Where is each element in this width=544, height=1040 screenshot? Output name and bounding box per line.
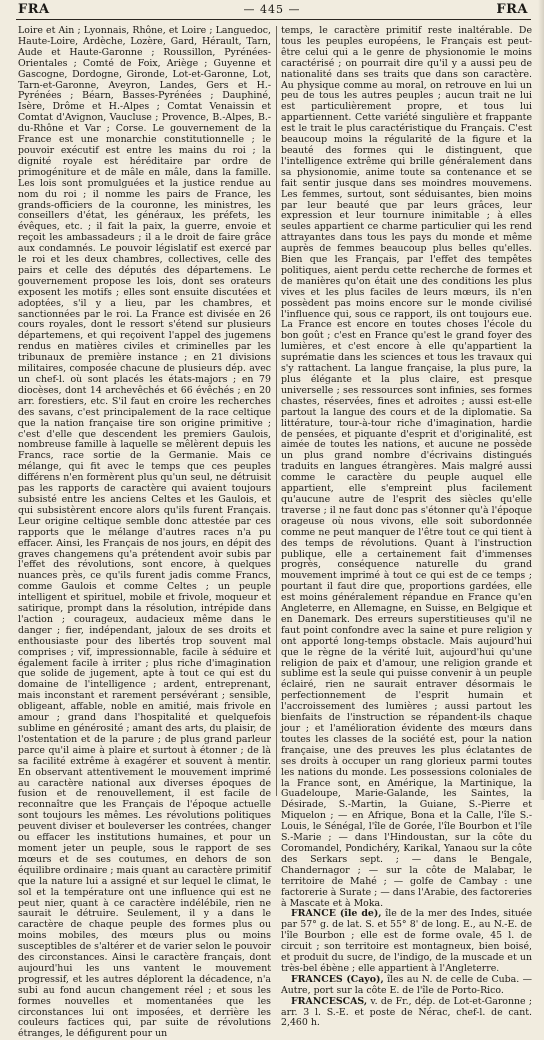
entry-headword: FRANCES (Cayo), bbox=[291, 973, 384, 985]
entry-text: îles au N. de celle de Cuba. — Autre, port sur la côte E. de l'île de Porto-Rico. bbox=[281, 973, 532, 996]
dictionary-entry bbox=[281, 997, 532, 1030]
entry-headword: FRANCESCAS, bbox=[291, 995, 368, 1007]
scan-edge-shadow bbox=[538, 0, 544, 800]
left-column-text: Loire et Ain ; Lyonnais, Rhône, et Loire ; Languedoc, Haute-Loire, Ardèche, Lozère, Gard, Hérault, Tarn, Aude et Haute-Garonne ; Roussillon, Pyrénées-Orientales ; Comté de Foix, Ariège ; Guyenne et Gascogne, Dordogne, Gironde, Lot-et-Garonne, Lot, Tarn-et-Garonne, Aveyron, Landes, Gers et H.-Pyrénées ; Béarn, Basses-Pyrénées ; Dauphiné, Isère, Drôme et H.-Alpes ; Comtat Venaissin et Comtat d'Avignon, Vaucluse ; Provence, B.-Alpes, B.-du-Rhône et Var ; Corse. Le gouvernement de la France est une monarchie constitutionnelle ; le pouvoir exécutif est entre les mains du roi ; la dignité royale est héréditaire par ordre de primogéniture et de mâle en mâle, dans la famille. Les lois sont promulguées et la justice rendue au nom du roi ; il nomme les pairs de France, les grands-officiers de la couronne, les ministres, les conseillers d'état, les généraux, les préfets, les évêques, etc. ; il fait la paix, la guerre, envoie et reçoit les ambassadeurs ; il a le droit de faire grâce aux condamnés. Le pouvoir législatif est exercé par le roi et les deux chambres, collectives, celle des pairs et celle des députés des départemens. Le gouvernement propose les lois, dont ses orateurs exposent les motifs ; elles sont ensuite discutées et adoptées, s'il y a lieu, par les chambres, et sanctionnées par le roi. La France est divisée en 26 cours royales, dont le ressort s'étend sur plusieurs départemens, et qui reçoivent l'appel des jugemens rendus en matières civiles et criminelles par les tribunaux de première instance ; en 21 divisions militaires, composée chacune de plusieurs dép. avec un chef-l. où sont placés les états-majors ; en 79 diocèses, dont 14 archevêchés et 66 évêchés ; en 20 arr. forestiers, etc. S'il faut en croire les recherches des savans, c'est principalement de la race celtique que la nation française tire son origine primitive ; c'est d'elle que descendent les premiers Gaulois, nombreuse famille à laquelle se mêlèrent depuis les Francs, race sortie de la Germanie. Mais ce mélange, qui fit avec le temps que ces peuples différens n'en formèrent plus qu'un seul, ne détruisit pas les rapports de caractère qui avaient toujours subsisté entre les anciens Celtes et les Gaulois, et qui subsistèrent encore alors qu'ils furent Français. Leur origine celtique semble donc attestée par ces rapports que le mélange d'autres races n'a pu effacer. Ainsi, les Français de nos jours, en dépit des graves changemens qu'a prétendent avoir subis par l'effet des révolutions, sont encore, à quelques nuances près, ce qu'ils furent jadis comme Francs, comme Gaulois et comme Celtes ; un peuple intelligent et spirituel, mobile et frivole, moqueur et satirique, prompt dans la résolution, intrépide dans l'action ; courageux, audacieux même dans le danger ; fier, indépendant, jaloux de ses droits et enthousiaste pour des libertés trop souvent mal comprises ; vif, impressionnable, facile à séduire et également facile à irriter ; plus riche d'imagination que solide de jugement, apte à tout ce qui est du domaine de l'intelligence ; ardent, entreprenant, mais inconstant et rarement persévérant ; sensible, obligeant, affable, noble en amitié, mais frivole en amour ; grand dans l'hospitalité et quelquefois sublime en générosité ; amant des arts, du plaisir, de l'ostentation et de la parure ; de plus grand parleur parce qu'il aime à plaire et surtout à étonner ; de là sa facilité extrême à exagérer et souvent à mentir. En observant attentivement le mouvement imprimé au caractère national aux diverses époques de fusion et de renouvellement, il est facile de reconnaître que les Français de l'époque actuelle sont toujours les mêmes. Les révolutions politiques peuvent diviser et bouleverser les contrées, changer ou effacer les institutions humaines, et pour un moment jeter un peuple, sous le rapport de ses mœurs et de ses coutumes, en dehors de son équilibre ordinaire ; mais quant au caractère primitif que la nature lui a assigné et sur lequel le climat, le sol et la température ont une influence qui est ne peut nier, quant à ce caractère indélébile, rien ne saurait le détruire. Seulement, il y a dans le caractère de chaque peuple des formes plus ou moins mobiles, des mœurs plus ou moins susceptibles de s'altérer et de varier selon le pouvoir des circonstances. Ainsi le caractère français, dont aujourd'hui les uns vantent le mouvement progressif, et les autres déplorent la décadence, n'a subi au fond aucun changement réel ; et sous les formes nouvelles et momentanées que les circonstances lui ont imposées, et derrière les couleurs factices qui, par suite de révolutions étranges, le défigurent pour un bbox=[18, 25, 271, 1040]
page-number: — 445 — bbox=[243, 3, 301, 16]
column-divider bbox=[276, 26, 277, 796]
right-column-text: temps, le caractère primitif reste inaltérable. De tous les peuples européens, le Français est peut-être celui qui a le genre de physionomie le moins caractérisé ; on pourrait dire qu'il y a aussi peu de nationalité dans ses traits que dans son caractère. Au physique comme au moral, on retrouve en lui un peu de tous les autres peuples ; aucun trait ne lui est particulièrement propre, et tous lui appartiennent. Cette variété singulière et frappante est le trait le plus caractéristique du Français. C'est beaucoup moins la régularité de la figure et la beauté des formes qui le distinguent, que l'intelligence extrême qui brille généralement dans sa physionomie, anime toute sa contenance et se fait sentir jusque dans ses moindres mouvemens. Les femmes, surtout, sont séduisantes, bien moins par leur beauté que par leurs grâces, leur expression et leur tournure inimitable ; à elles seules appartient ce charme particulier qui les rend attrayantes dans tous les pays du monde et même auprès de femmes beaucoup plus belles qu'elles. Bien que les Français, par l'effet des tempêtes politiques, aient perdu cette recherche de formes et de manières qu'on était une des conditions les plus vives et les plus faciles de leurs mœurs, ils n'en possèdent pas moins encore sur le monde civilisé l'influence qui, sous ce rapport, ils ont toujours eue. La France est encore en toutes choses l'école du bon goût ; c'est en France qu'est le grand foyer des lumières, et c'est encore à elle qu'appartient la suprématie dans les sciences et tous les travaux qui s'y rattachent. La langue française, la plus pure, la plus élégante et la plus claire, est presque universelle ; ses ressources sont infinies, ses formes chastes, réservées, fines et adroites ; aussi est-elle partout la langue des cours et de la diplomatie. Sa littérature, tour-à-tour riche d'imagination, hardie de pensées, et piquante d'esprit et d'originalité, est aimée de toutes les nations, et aucune ne possède un plus grand nombre d'écrivains distingués traduits en langues étrangères. Mais malgré aussi comme le caractère du peuple auquel elle appartient, elle s'empreint plus facilement qu'aucune autre de l'esprit des siècles qu'elle traverse ; il ne faut donc pas s'étonner qu'à l'époque orageuse où nous vivons, elle soit subordonnée comme ne peut manquer de l'être tout ce qui tient à des temps de révolutions. Quant à l'instruction publique, elle a certainement fait d'immenses progrès, conséquence naturelle du grand mouvement imprimé à tout ce qui est de ce temps ; pourtant il faut dire que, proportions gardées, elle est moins généralement répandue en France qu'en Angleterre, en Allemagne, en Suisse, en Belgique et en Danemark. Des erreurs superstitieuses qu'il ne faut point confondre avec la saine et pure religion y ont apporté long-temps obstacle. Mais aujourd'hui que le règne de la vérité luit, aujourd'hui qu'une religion de paix et d'amour, une religion grande et sublime est la seule qui puisse convenir à un peuple éclairé, rien ne saurait entraver désormais le perfectionnement de l'esprit humain et l'accroissement des lumières ; aussi partout les bienfaits de l'instruction se répandent-ils chaque jour ; et l'amélioration évidente des mœurs dans toutes les classes de la société est, pour la nation française, une des preuves les plus éclatantes de ses droits à occuper un rang glorieux parmi toutes les nations du monde. Les possessions coloniales de la France sont, en Amérique, la Martinique, la Guadeloupe, Marie-Galande, les Saintes, la Désirade, S.-Martin, la Guiane, S.-Pierre et Miquelon ; — en Afrique, Bona et la Calle, l'île S.-Louis, le Sénégal, l'île de Gorée, l'île Bourbon et l'île S.-Marie ; — dans l'Hindoustan, sur la côte du Coromandel, Pondichéry, Karikal, Yanaou sur la côte des Serkars sept. ; — dans le Bengale, Chandernagor ; — sur la côte de Malabar, le territoire de Mahé ; — golfe de Cambay : une factorerie à Surate ; — dans l'Arabie, des factoreries à Mascate et à Moka. bbox=[281, 25, 532, 909]
entry-headword: FRANCE (île de), bbox=[291, 908, 382, 920]
entry-text: v. de Fr., dép. de Lot-et-Garonne ; arr. 3 l. S.-E. et poste de Nérac, chef-l. de cant. 2,460 h. bbox=[281, 995, 532, 1029]
right-column bbox=[281, 25, 532, 1029]
header-left-word: FRA bbox=[18, 2, 50, 17]
left-column bbox=[18, 25, 271, 1040]
dictionary-entry bbox=[281, 975, 532, 997]
entry-text: île de la mer des Indes, située par 57° g. de lat. S. et 55° 8' de long. E., au N.-E. de l'île Bourbon ; elle est de forme ovale, 45 l. de circuit ; son territoire est montagneux, bien boisé, et produit du sucre, de l'indigo, de la muscade et un très-bel ébène ; elle appartient à l'Angleterre. bbox=[281, 908, 532, 974]
header-rule bbox=[16, 19, 531, 20]
header-right-word: FRA bbox=[496, 2, 528, 17]
dictionary-entry bbox=[281, 909, 532, 974]
